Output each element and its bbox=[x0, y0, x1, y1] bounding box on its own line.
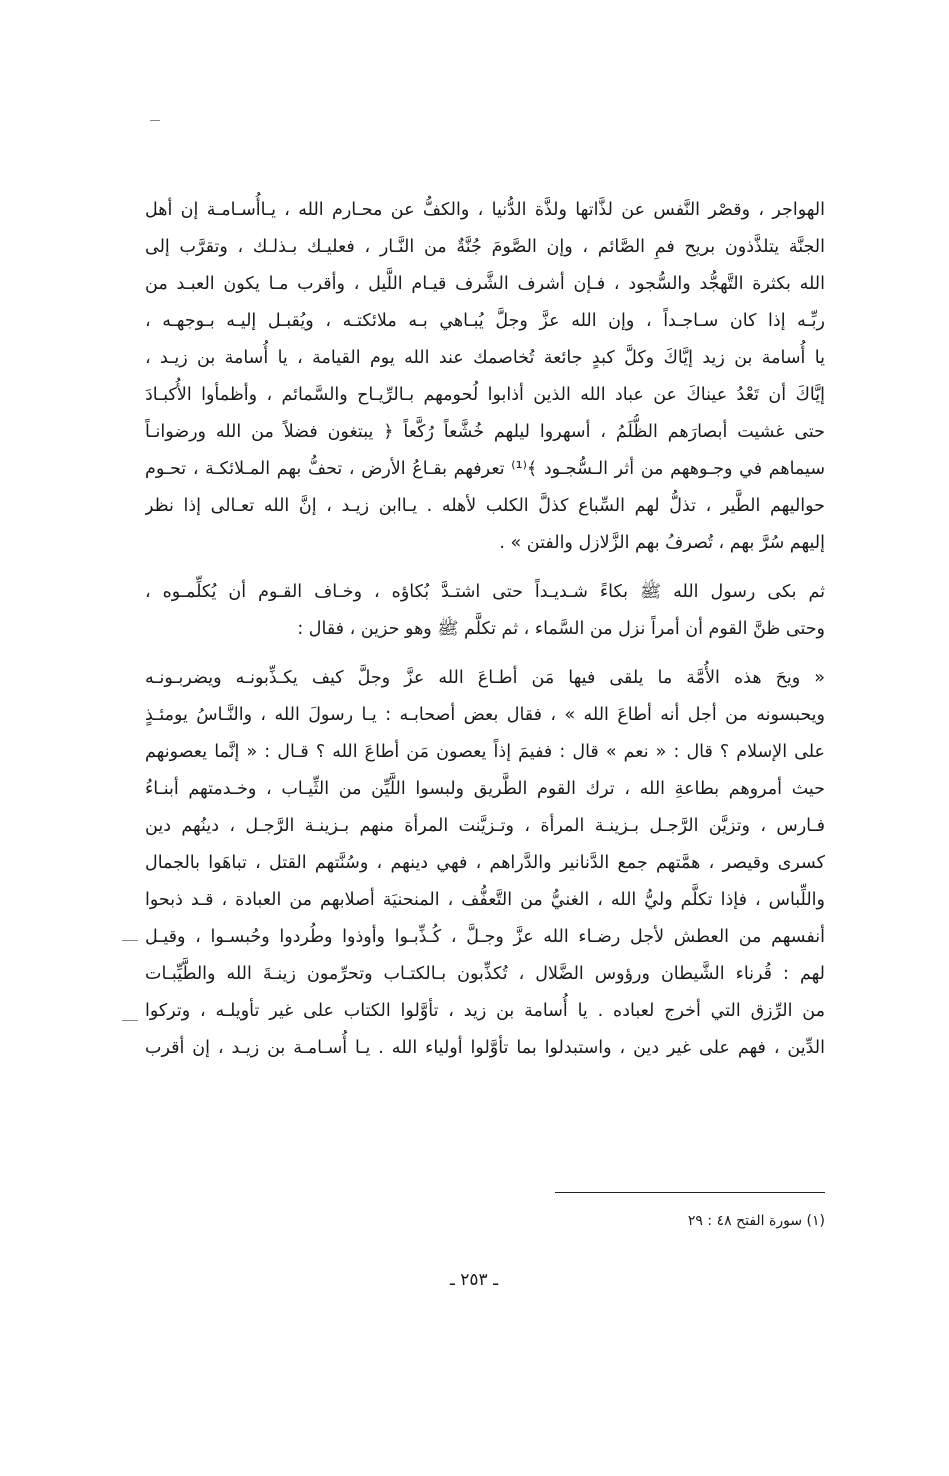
text-line: ربِّـه إذا كان سـاجـداً ، وإن الله عزَّ وجلَّ يُبـاهي بـه ملائكتـه ، ويُقبـل إليـه بـوجهـه ، bbox=[145, 311, 825, 331]
margin-mark bbox=[122, 940, 138, 941]
paragraph-1 bbox=[145, 192, 825, 562]
paragraph-gap bbox=[145, 648, 825, 660]
text-line: إيَّاكَ أن تَعْدُ عيناكَ عن عباد الله الذين أذابوا لُحومهم بـالرِّيـاح والسَّمائم ، وأظمأوا الأُكبـادَ bbox=[145, 385, 825, 405]
text-line: الجنَّة يتلذَّذون بريح فمِ الصَّائم ، وإن الصَّومَ جُنَّةٌ من النَّـار ، فعليـك بـذلـك ، وتقرَّب إلى bbox=[145, 237, 825, 257]
text-line: لهم : قُرناء الشَّيطان ورؤوس الضَّلال ، تُكذِّبون بـالكتـاب وتحرِّمون زينـةَ الله والطَّيِّبـات bbox=[145, 964, 825, 984]
text-line: أنفسهم من العطش لأجل رضـاء الله عزَّ وجـلَّ ، كُـذِّبـوا وأوذوا وطُردوا وحُبسـوا ، وقيـل bbox=[145, 927, 825, 947]
text-line: ثم بكى رسول الله ﷺ بكاءً شـديـداً حتى اشتـدَّ بُكاؤه ، وخـاف القـوم أن يُكلِّمـوه ، bbox=[145, 582, 825, 602]
main-text bbox=[145, 192, 825, 1067]
text-line: على الإسلام ؟ قال : « نعم » قال : ففيمَ إذاً يعصون مَن أطاعَ الله ؟ قـال : « إنَّما يعصونهم bbox=[145, 742, 825, 762]
footnote: (١) سورة الفتح ٤٨ : ٢٩ bbox=[687, 1213, 825, 1229]
paragraph-gap bbox=[145, 562, 825, 574]
text-line: الهواجر ، وقصْر النَّفس عن لذَّاتها ولذَّة الدُّنيا ، والكفُّ عن محـارم الله ، يـاأُسـامـة إن أهل bbox=[145, 200, 825, 220]
text-line: « ويحَ هذه الأُمَّة ما يلقى فيها مَن أطـاعَ الله عزَّ وجلَّ كيف يكـذِّبونـه ويضربـونـه bbox=[145, 668, 825, 688]
text-line: الدِّين ، فهم على غير دين ، واستبدلوا بما تأوَّلوا أولياء الله . يـا أُسـامـة بن زيـد ، إن أقرب bbox=[145, 1038, 825, 1058]
text-line: فـارس ، وتزيَّن الرَّجـل بـزينـة المرأة ، وتـزيَّنت المرأة منهم بـزينـة الرَّجـل ، دينُهم دين bbox=[145, 816, 825, 836]
text-line: حيث أمروهم بطاعةِ الله ، ترك القوم الطَّريق ولبسوا اللَّيِّن من الثِّيـاب ، وخـدمتهم أبنـاءُ bbox=[145, 779, 825, 799]
footnote-divider bbox=[555, 1192, 825, 1193]
paragraph-3 bbox=[145, 660, 825, 1067]
text-line: الله بكثرة التَّهجُّد والسُّجود ، فـإن أشرف الشَّرف قيـام اللَّيل ، وأقرب مـا يكون العبـد من bbox=[145, 274, 825, 294]
text-line: يا أُسامة بن زيد إيَّاكَ وكلَّ كبدٍ جائعة تُخاصمك عند الله يوم القيامة ، يا أُسامة بن زيـد ، bbox=[145, 348, 825, 368]
text-line: ويحبسونه من أجل أنه أطاعَ الله » ، فقال بعض أصحابـه : يـا رسولَ الله ، والنَّـاسُ يومئـذٍ bbox=[145, 705, 825, 725]
margin-mark bbox=[150, 120, 160, 121]
text-line: وحتى ظنَّ القوم أن أمراً نزل من السَّماء ، ثم تكلَّم ﷺ وهو حزين ، فقال : bbox=[297, 619, 825, 639]
text-line: من الرِّزق التي أخرج لعباده . يا أُسامة بن زيد ، تأوَّلوا الكتاب على غير تأويلـه ، وتركوا bbox=[145, 1001, 825, 1021]
paragraph-2 bbox=[145, 574, 825, 648]
text-line: واللِّباس ، فإذا تكلَّم وليُّ الله ، الغنيُّ من التَّعفُّف ، المنحنيَة أصلابهم من العبادة ، قـد ذبحوا bbox=[145, 890, 825, 910]
margin-mark bbox=[122, 1020, 138, 1021]
text-line: إليهم سُرَّ بهم ، تُصرفُ بهم الزَّلازل والفتن » . bbox=[499, 533, 825, 553]
text-line: سيماهم في وجـوههم من أثر الـسُّجـود ﴾⁽¹⁾ تعرفهم بقـاعُ الأرض ، تحفُّ بهم المـلائكـة ، تحـوم bbox=[145, 459, 825, 479]
text-line: حتى غشيت أبصارَهم الظُّلَمُ ، أسهروا ليلهم خُشَّعاً رُكَّعاً ﴿ يبتغون فضلاً من الله ورضوانـاً bbox=[145, 422, 825, 442]
text-line: كسرى وقيصر ، همَّتهم جمع الدَّنانير والدَّراهم ، فهي دينهم ، وسُنَّتهم القتل ، تباهَوا بالجمال bbox=[145, 853, 825, 873]
page-number: ـ ٢٥٣ ـ bbox=[449, 1270, 499, 1290]
text-line: حواليهم الطَّير ، تذلُّ لهم السِّباع كذلَّ الكلب لأهله . يـاابن زيـد ، إنَّ الله تعـالى إذا نظر bbox=[145, 496, 825, 516]
